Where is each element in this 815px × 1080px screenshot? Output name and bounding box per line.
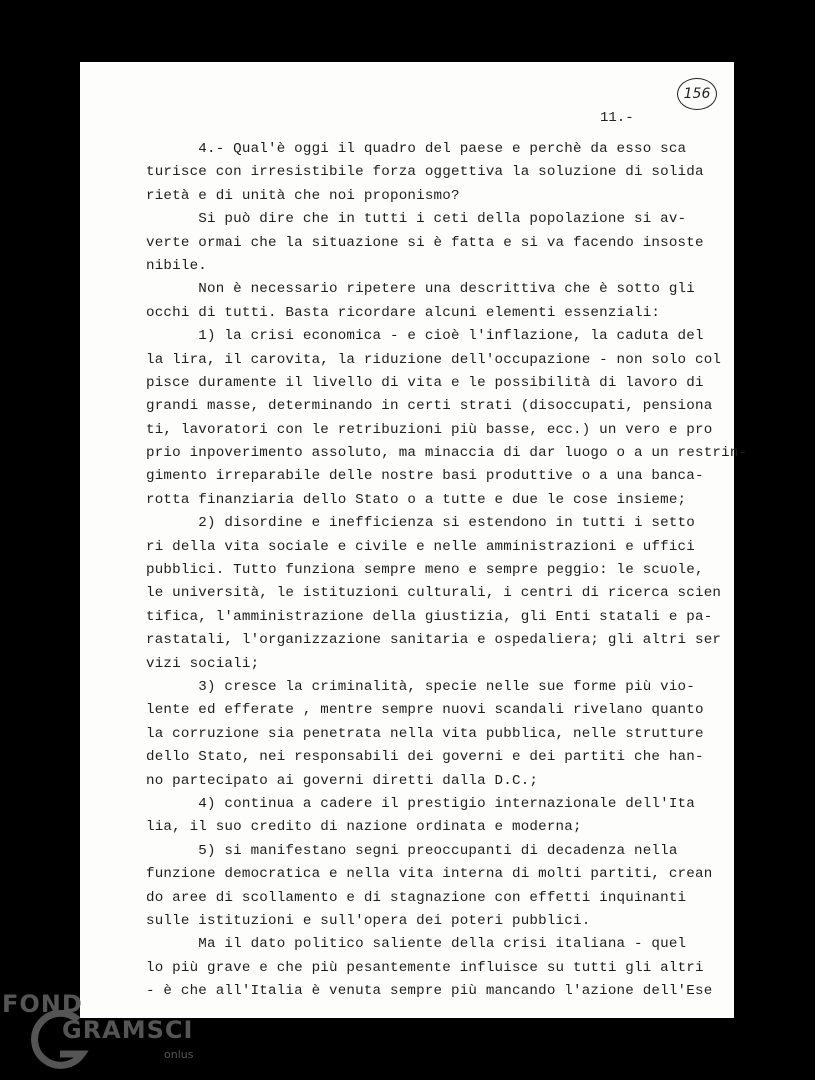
document-page: [80, 62, 748, 1018]
text-line: Si può dire che in tutti i ceti della popolazione si av-: [146, 211, 687, 228]
watermark-line-2: GRAMSCI: [62, 1016, 194, 1044]
text-line: 2) disordine e inefficienza si estendono in tutti i setto: [146, 515, 695, 532]
text-line: pisce duramente il livello di vita e le possibilità di lavoro di: [146, 374, 704, 391]
text-line: 5) si manifestano segni preoccupanti di decadenza nella: [146, 842, 678, 859]
archive-stamp: 156: [677, 78, 717, 110]
text-line: 4) continua a cadere il prestigio internazionale dell'Ita: [146, 795, 695, 812]
text-line: grandi masse, determinando in certi strati (disoccupati, pensiona: [146, 398, 713, 415]
text-line: dello Stato, nei responsabili dei governi e dei partiti che han-: [146, 749, 704, 766]
text-line: rietà e di unità che noi proponismo?: [146, 187, 460, 204]
text-line: la corruzione sia penetrata nella vita pubblica, nelle strutture: [146, 725, 704, 742]
text-line: 4.- Qual'è oggi il quadro del paese e perchè da esso sca: [146, 141, 687, 157]
text-line: verte ormai che la situazione si è fatta e si va facendo insoste: [146, 234, 704, 251]
text-line: rastatali, l'organizzazione sanitaria e ospedaliera; gli altri ser: [146, 632, 722, 649]
text-line: lo più grave e che più pesantemente influisce su tutti gli altri: [146, 959, 704, 976]
text-line: lente ed efferate , mentre sempre nuovi scandali rivelano quanto: [146, 702, 704, 719]
text-line: occhi di tutti. Basta ricordare alcuni elementi essenziali:: [146, 304, 661, 321]
watermark-line-3: onlus: [164, 1048, 194, 1061]
watermark-line-1: FOND: [2, 990, 83, 1018]
text-line: no partecipato ai governi diretti dalla D.C.;: [146, 772, 539, 789]
text-line: 3) cresce la criminalità, specie nelle sue forme più vio-: [146, 678, 695, 695]
text-line: rotta finanziaria dello Stato o a tutte e due le cose insieme;: [146, 491, 687, 508]
text-line: nibile.: [146, 257, 207, 274]
text-line: ti, lavoratori con le retribuzioni più basse, ecc.) un vero e pro: [146, 421, 713, 438]
text-line: tifica, l'amministrazione della giustizia, gli Enti statali e pa-: [146, 608, 713, 625]
text-line: Non è necessario ripetere una descrittiva che è sotto gli: [146, 281, 695, 298]
fondazione-gramsci-watermark: [0, 990, 210, 1080]
text-line: le università, le istituzioni culturali, i centri di ricerca scien: [146, 585, 722, 602]
typewritten-text: [146, 138, 748, 1003]
text-line: vizi sociali;: [146, 655, 260, 672]
page-number: 11.-: [600, 110, 634, 126]
text-line: - è che all'Italia è venuta sempre più mancando l'azione dell'Ese: [146, 983, 713, 1000]
text-line: sulle istituzioni e sull'opera dei poteri pubblici.: [146, 912, 591, 929]
text-line: prio inpoverimento assoluto, ma minaccia di dar luogo o a un restrin-: [146, 445, 748, 462]
text-line: gimento irreparabile delle nostre basi produttive o a una banca-: [146, 468, 704, 485]
text-line: funzione democratica e nella vita interna di molti partiti, crean: [146, 866, 713, 883]
text-line: ri della vita sociale e civile e nelle amministrazioni e uffici: [146, 538, 695, 555]
text-line: la lira, il carovita, la riduzione dell'occupazione - non solo col: [146, 351, 722, 368]
text-line: turisce con irresistibile forza oggettiva la soluzione di solida: [146, 164, 704, 181]
text-line: lia, il suo credito di nazione ordinata e moderna;: [146, 819, 582, 836]
text-line: pubblici. Tutto funziona sempre meno e sempre peggio: le scuole,: [146, 562, 704, 579]
text-line: 1) la crisi economica - e cioè l'inflazione, la caduta del: [146, 328, 704, 345]
text-line: Ma il dato politico saliente della crisi italiana - quel: [146, 936, 687, 953]
text-line: do aree di scollamento e di stagnazione con effetti inquinanti: [146, 889, 687, 906]
